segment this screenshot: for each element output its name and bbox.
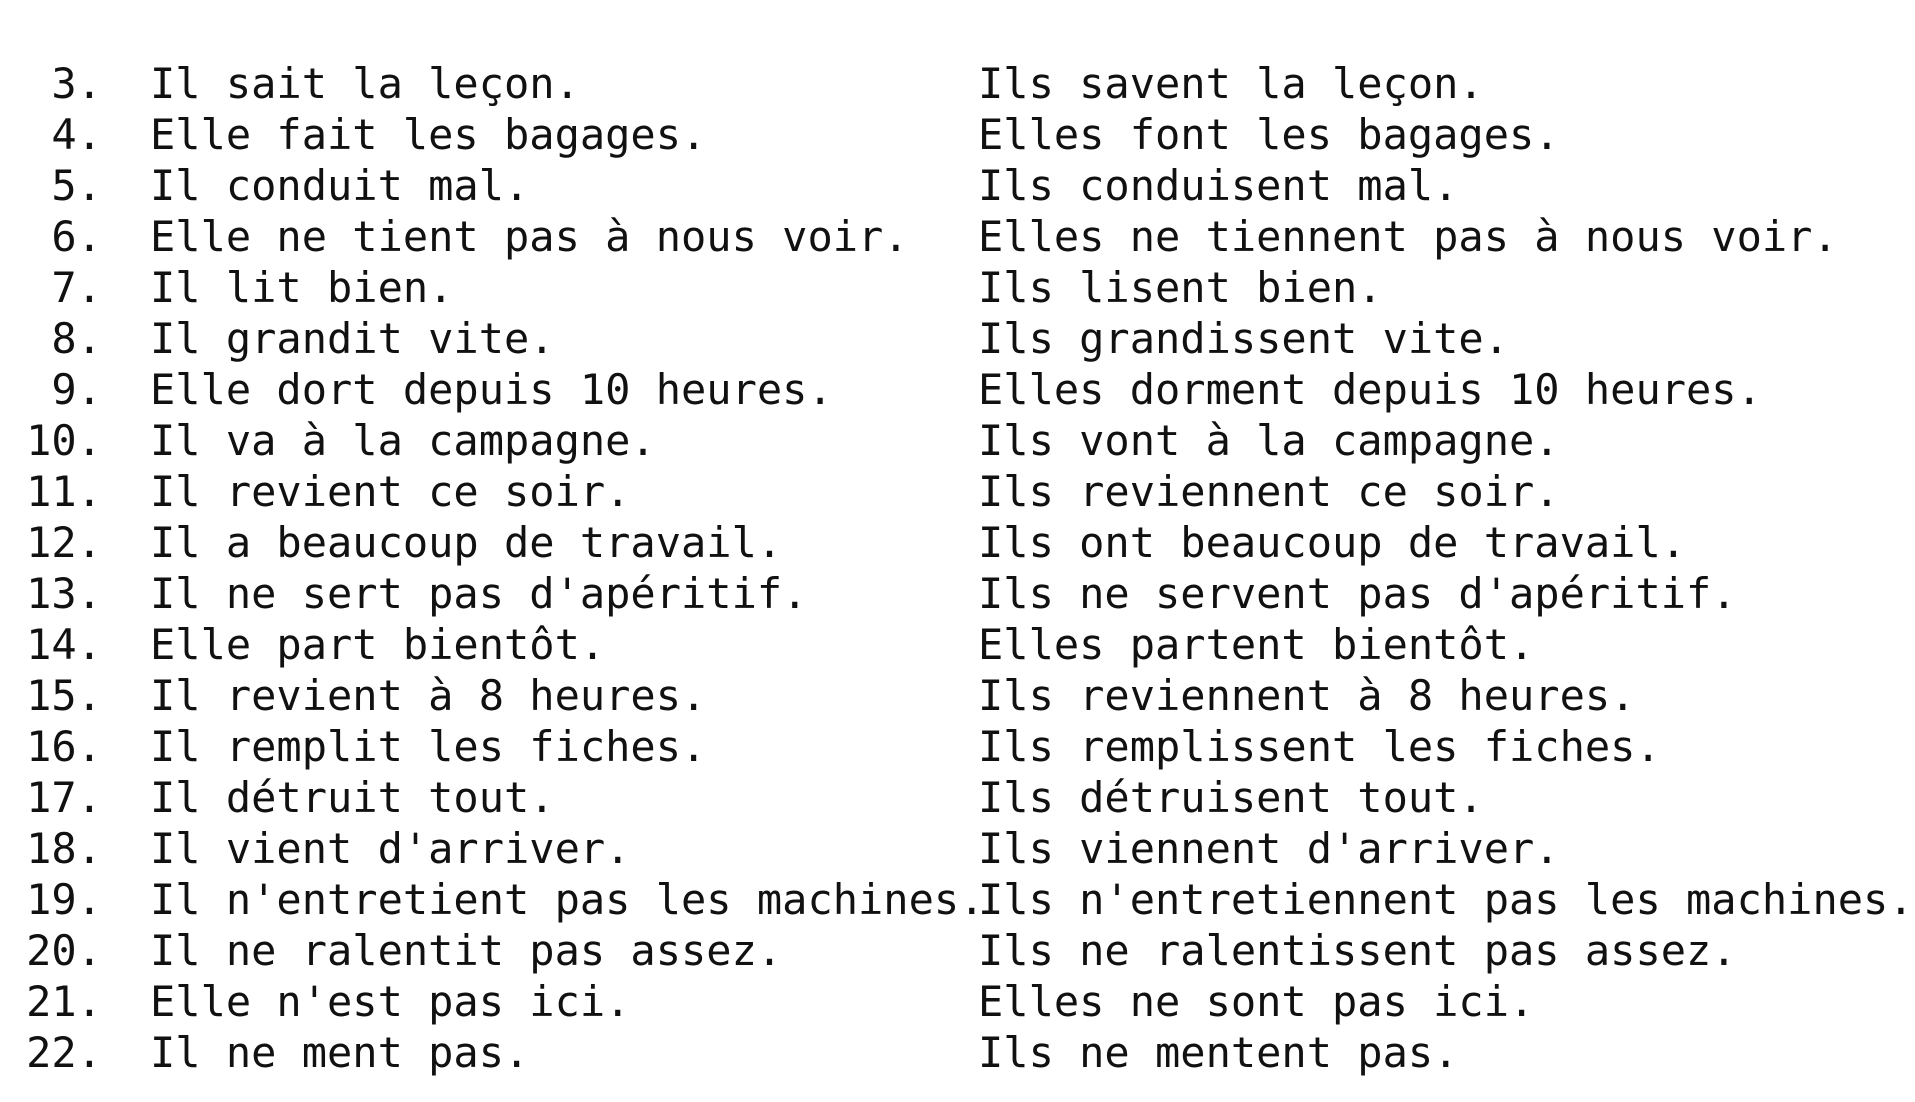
singular-sentence: Il sait la leçon. bbox=[150, 59, 580, 108]
plural-sentence: Ils reviennent ce soir. bbox=[978, 467, 1560, 516]
exercise-row bbox=[0, 58, 1915, 110]
item-number: 18. bbox=[26, 824, 102, 873]
plural-sentence: Ils n'entretiennent pas les machines. bbox=[978, 875, 1914, 924]
item-number: 14. bbox=[26, 620, 102, 669]
singular-sentence: Il n'entretient pas les machines. bbox=[150, 875, 985, 924]
plural-sentence: Ils ne servent pas d'apéritif. bbox=[978, 569, 1737, 618]
plural-sentence: Ils vont à la campagne. bbox=[978, 416, 1560, 465]
item-number: 20. bbox=[26, 926, 102, 975]
exercise-row bbox=[0, 262, 1915, 314]
item-number: 6. bbox=[51, 212, 102, 261]
plural-sentence: Ils viennent d'arriver. bbox=[978, 824, 1560, 873]
exercise-row bbox=[0, 619, 1915, 671]
exercise-row bbox=[0, 670, 1915, 722]
plural-sentence: Ils reviennent à 8 heures. bbox=[978, 671, 1636, 720]
item-number: 21. bbox=[26, 977, 102, 1026]
singular-sentence: Il détruit tout. bbox=[150, 773, 555, 822]
item-number: 9. bbox=[51, 365, 102, 414]
singular-sentence: Il revient à 8 heures. bbox=[150, 671, 707, 720]
exercise-row bbox=[0, 568, 1915, 620]
item-number: 5. bbox=[51, 161, 102, 210]
item-number: 4. bbox=[51, 110, 102, 159]
item-number: 3. bbox=[51, 59, 102, 108]
plural-sentence: Elles ne tiennent pas à nous voir. bbox=[978, 212, 1838, 261]
singular-sentence: Elle part bientôt. bbox=[150, 620, 606, 669]
plural-sentence: Ils ne ralentissent pas assez. bbox=[978, 926, 1737, 975]
exercise-row bbox=[0, 466, 1915, 518]
plural-sentence: Elles partent bientôt. bbox=[978, 620, 1535, 669]
singular-sentence: Il va à la campagne. bbox=[150, 416, 656, 465]
exercise-row bbox=[0, 109, 1915, 161]
item-number: 17. bbox=[26, 773, 102, 822]
item-number: 12. bbox=[26, 518, 102, 567]
exercise-row bbox=[0, 1027, 1915, 1079]
plural-sentence: Ils grandissent vite. bbox=[978, 314, 1510, 363]
singular-sentence: Elle ne tient pas à nous voir. bbox=[150, 212, 909, 261]
exercise-row bbox=[0, 721, 1915, 773]
exercise-row bbox=[0, 160, 1915, 212]
plural-sentence: Elles dorment depuis 10 heures. bbox=[978, 365, 1762, 414]
singular-sentence: Il ne ralentit pas assez. bbox=[150, 926, 783, 975]
item-number: 7. bbox=[51, 263, 102, 312]
singular-sentence: Il ne sert pas d'apéritif. bbox=[150, 569, 808, 618]
item-number: 13. bbox=[26, 569, 102, 618]
exercise-row bbox=[0, 976, 1915, 1028]
singular-sentence: Elle fait les bagages. bbox=[150, 110, 707, 159]
exercise-row bbox=[0, 925, 1915, 977]
singular-sentence: Il revient ce soir. bbox=[150, 467, 631, 516]
singular-sentence: Il ne ment pas. bbox=[150, 1028, 530, 1077]
plural-sentence: Elles ne sont pas ici. bbox=[978, 977, 1535, 1026]
item-number: 22. bbox=[26, 1028, 102, 1077]
singular-sentence: Il remplit les fiches. bbox=[150, 722, 707, 771]
item-number: 15. bbox=[26, 671, 102, 720]
exercise-row bbox=[0, 211, 1915, 263]
singular-sentence: Il a beaucoup de travail. bbox=[150, 518, 783, 567]
item-number: 16. bbox=[26, 722, 102, 771]
exercise-row bbox=[0, 772, 1915, 824]
plural-sentence: Ils conduisent mal. bbox=[978, 161, 1459, 210]
plural-sentence: Ils détruisent tout. bbox=[978, 773, 1484, 822]
singular-sentence: Il vient d'arriver. bbox=[150, 824, 631, 873]
singular-sentence: Elle n'est pas ici. bbox=[150, 977, 631, 1026]
exercise-row bbox=[0, 874, 1915, 926]
singular-sentence: Elle dort depuis 10 heures. bbox=[150, 365, 833, 414]
plural-sentence: Elles font les bagages. bbox=[978, 110, 1560, 159]
exercise-row bbox=[0, 517, 1915, 569]
singular-sentence: Il lit bien. bbox=[150, 263, 454, 312]
plural-sentence: Ils lisent bien. bbox=[978, 263, 1383, 312]
item-number: 8. bbox=[51, 314, 102, 363]
item-number: 19. bbox=[26, 875, 102, 924]
exercise-row bbox=[0, 415, 1915, 467]
singular-sentence: Il grandit vite. bbox=[150, 314, 555, 363]
plural-sentence: Ils ont beaucoup de travail. bbox=[978, 518, 1687, 567]
item-number: 11. bbox=[26, 467, 102, 516]
item-number: 10. bbox=[26, 416, 102, 465]
plural-sentence: Ils ne mentent pas. bbox=[978, 1028, 1459, 1077]
exercise-row bbox=[0, 313, 1915, 365]
plural-sentence: Ils savent la leçon. bbox=[978, 59, 1484, 108]
exercise-row bbox=[0, 364, 1915, 416]
plural-sentence: Ils remplissent les fiches. bbox=[978, 722, 1661, 771]
exercise-row bbox=[0, 823, 1915, 875]
singular-sentence: Il conduit mal. bbox=[150, 161, 530, 210]
